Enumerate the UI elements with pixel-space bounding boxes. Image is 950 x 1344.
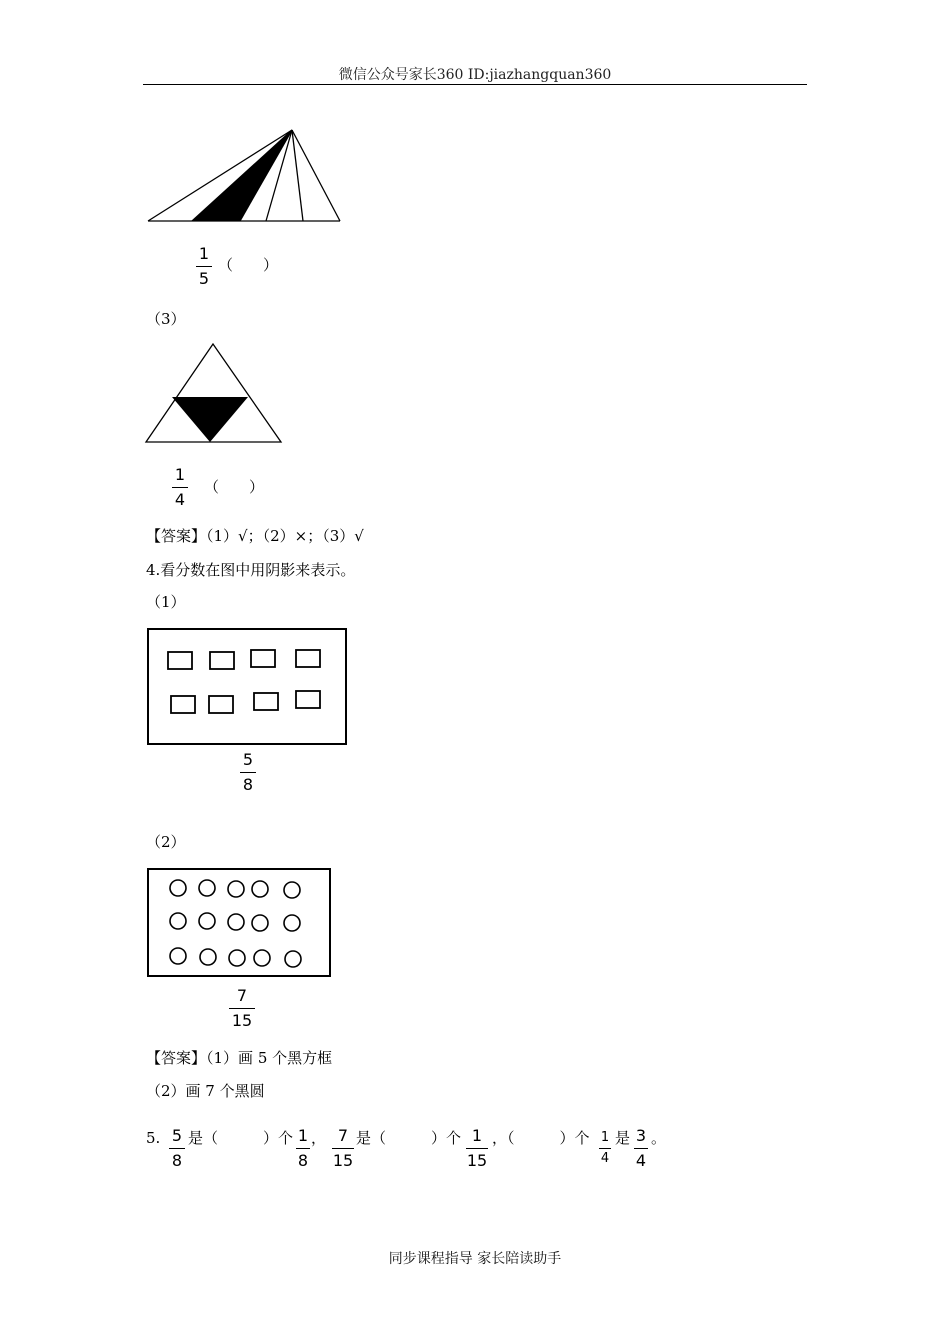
small-circle	[200, 949, 216, 965]
q5-fraction-2: 1 8	[297, 1126, 309, 1170]
small-circle	[254, 950, 270, 966]
answer-tag: 【答案】	[146, 527, 207, 545]
item-label-4-2: （2）	[146, 833, 186, 851]
small-circle	[229, 950, 245, 966]
small-circle	[228, 881, 244, 897]
small-circle	[199, 880, 215, 896]
answer-text: （1）画 5 个黑方框	[206, 1049, 333, 1067]
q5-fraction-1: 5 8	[169, 1126, 185, 1171]
fraction-seven-fifteenths: 7 15	[229, 986, 255, 1031]
small-circle	[228, 914, 244, 930]
small-circle	[170, 948, 186, 964]
fraction-five-eighths: 5 8	[240, 750, 256, 795]
small-circle	[252, 881, 268, 897]
q5-end: 。	[651, 1129, 667, 1147]
small-circle	[170, 880, 186, 896]
fraction-one-quarter: 1 4	[172, 465, 188, 510]
question-5-number: 5.	[146, 1129, 161, 1147]
small-circle	[170, 913, 186, 929]
small-circle	[252, 915, 268, 931]
item-label-4-1: （1）	[146, 593, 186, 611]
q5-comma-2: ，（ ）个	[492, 1129, 590, 1147]
small-circle	[284, 882, 300, 898]
question-4-title: 4.看分数在图中用阴影来表示。	[146, 561, 356, 579]
q5-text-2: 是（ ）个	[356, 1129, 462, 1147]
q5-text-1: 是（ ）个	[188, 1129, 294, 1147]
q5-fraction-5: 1 4	[600, 1130, 610, 1166]
page-footer: 同步课程指导 家长陪读助手	[388, 1251, 562, 1267]
small-circle	[284, 915, 300, 931]
answer-text: （1）√；（2）×；（3）√	[206, 527, 364, 545]
answer-blank-3[interactable]: （ ）	[204, 478, 265, 496]
answer-blank-2[interactable]: （ ）	[218, 256, 279, 274]
small-circle	[285, 951, 301, 967]
item-label-3: （3）	[146, 310, 186, 328]
q5-fraction-4: 1 15	[466, 1126, 488, 1170]
small-circle	[199, 913, 215, 929]
q5-fraction-6: 3 4	[635, 1126, 647, 1170]
page-header: 微信公众号家长360 ID:jiazhangquan360	[338, 67, 612, 83]
answer-line-q4-1	[146, 1048, 332, 1068]
q5-text-3: 是	[615, 1129, 631, 1147]
q5-comma-1: ，	[311, 1129, 327, 1147]
fraction-one-fifth: 1 5	[196, 244, 212, 289]
answer-line-q4-2: （2）画 7 个黑圆	[146, 1082, 265, 1100]
answer-tag: 【答案】	[146, 1049, 207, 1067]
q5-fraction-3: 7 15	[332, 1126, 354, 1170]
